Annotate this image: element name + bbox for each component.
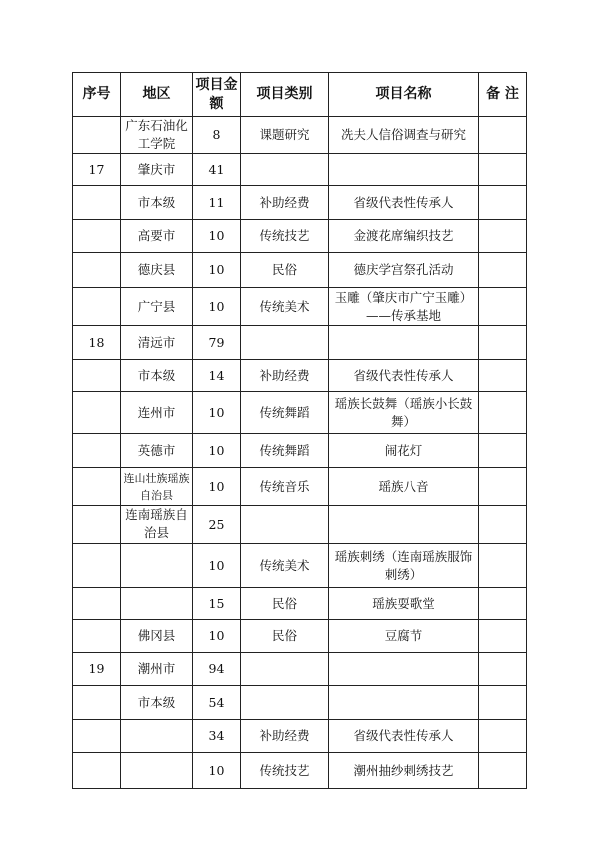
table-row-city — [73, 154, 527, 186]
table-row — [73, 686, 527, 720]
table-row-city — [73, 326, 527, 360]
cell-category: 传统美术 — [241, 544, 329, 588]
cell-name: 闹花灯 — [329, 434, 479, 468]
cell-remark — [479, 253, 527, 288]
cell-region: 连南瑶族自治县 — [121, 506, 193, 544]
cell-category: 民俗 — [241, 253, 329, 288]
cell-category: 补助经费 — [241, 186, 329, 220]
cell-remark — [479, 544, 527, 588]
cell-name — [329, 686, 479, 720]
cell-category — [241, 506, 329, 544]
cell-name — [329, 653, 479, 686]
cell-name: 瑶族耍歌堂 — [329, 588, 479, 620]
cell-remark — [479, 506, 527, 544]
cell-category: 传统舞蹈 — [241, 392, 329, 434]
cell-remark — [479, 653, 527, 686]
cell-remark — [479, 686, 527, 720]
header-no: 序号 — [73, 73, 121, 117]
cell-no — [73, 288, 121, 326]
cell-region: 连州市 — [121, 392, 193, 434]
cell-category: 民俗 — [241, 588, 329, 620]
cell-amount: 94 — [193, 653, 241, 686]
table-row-city — [73, 653, 527, 686]
cell-no — [73, 544, 121, 588]
cell-amount: 10 — [193, 253, 241, 288]
cell-name: 玉雕（肇庆市广宁玉雕）——传承基地 — [329, 288, 479, 326]
cell-name: 瑶族长鼓舞（瑶族小长鼓舞） — [329, 392, 479, 434]
cell-region: 广东石油化工学院 — [121, 117, 193, 154]
header-row — [73, 73, 527, 117]
cell-remark — [479, 588, 527, 620]
cell-no — [73, 753, 121, 789]
table-row — [73, 720, 527, 753]
header-remark: 备 注 — [479, 73, 527, 117]
cell-no — [73, 720, 121, 753]
header-amount: 项目金额 — [193, 73, 241, 117]
cell-no — [73, 468, 121, 506]
cell-category: 补助经费 — [241, 720, 329, 753]
cell-amount: 10 — [193, 220, 241, 253]
cell-region: 肇庆市 — [121, 154, 193, 186]
cell-region: 市本级 — [121, 686, 193, 720]
cell-name: 金渡花席编织技艺 — [329, 220, 479, 253]
cell-no: 18 — [73, 326, 121, 360]
cell-category: 传统舞蹈 — [241, 434, 329, 468]
cell-name: 瑶族刺绣（连南瑶族服饰刺绣） — [329, 544, 479, 588]
cell-name — [329, 326, 479, 360]
cell-region: 清远市 — [121, 326, 193, 360]
cell-remark — [479, 753, 527, 789]
cell-amount: 10 — [193, 468, 241, 506]
cell-amount: 10 — [193, 620, 241, 653]
cell-amount: 10 — [193, 392, 241, 434]
cell-category — [241, 326, 329, 360]
cell-amount: 10 — [193, 288, 241, 326]
table-row — [73, 392, 527, 434]
funding-table — [72, 72, 527, 789]
cell-amount: 54 — [193, 686, 241, 720]
cell-amount: 10 — [193, 544, 241, 588]
cell-no: 17 — [73, 154, 121, 186]
cell-remark — [479, 117, 527, 154]
cell-region: 英德市 — [121, 434, 193, 468]
cell-category: 传统美术 — [241, 288, 329, 326]
cell-no — [73, 117, 121, 154]
cell-region: 潮州市 — [121, 653, 193, 686]
cell-amount: 15 — [193, 588, 241, 620]
cell-category: 民俗 — [241, 620, 329, 653]
cell-remark — [479, 392, 527, 434]
table-row — [73, 360, 527, 392]
cell-no — [73, 392, 121, 434]
cell-remark — [479, 154, 527, 186]
cell-region — [121, 720, 193, 753]
cell-name: 冼夫人信俗调查与研究 — [329, 117, 479, 154]
cell-region — [121, 544, 193, 588]
cell-no — [73, 186, 121, 220]
table-row — [73, 117, 527, 154]
cell-category — [241, 154, 329, 186]
cell-name: 省级代表性传承人 — [329, 186, 479, 220]
cell-no: 19 — [73, 653, 121, 686]
cell-name: 瑶族八音 — [329, 468, 479, 506]
cell-region: 市本级 — [121, 360, 193, 392]
cell-amount: 25 — [193, 506, 241, 544]
table-row — [73, 186, 527, 220]
cell-category: 传统技艺 — [241, 753, 329, 789]
cell-no — [73, 220, 121, 253]
cell-no — [73, 506, 121, 544]
cell-no — [73, 620, 121, 653]
cell-name: 豆腐节 — [329, 620, 479, 653]
cell-name: 潮州抽纱刺绣技艺 — [329, 753, 479, 789]
table-row — [73, 506, 527, 544]
table-row — [73, 220, 527, 253]
cell-category: 课题研究 — [241, 117, 329, 154]
cell-no — [73, 588, 121, 620]
cell-region: 广宁县 — [121, 288, 193, 326]
cell-region: 市本级 — [121, 186, 193, 220]
cell-category — [241, 653, 329, 686]
table-row — [73, 544, 527, 588]
header-name: 项目名称 — [329, 73, 479, 117]
cell-name: 省级代表性传承人 — [329, 720, 479, 753]
cell-amount: 79 — [193, 326, 241, 360]
header-region: 地区 — [121, 73, 193, 117]
cell-category — [241, 686, 329, 720]
cell-region: 佛冈县 — [121, 620, 193, 653]
cell-amount: 14 — [193, 360, 241, 392]
cell-amount: 11 — [193, 186, 241, 220]
cell-name: 省级代表性传承人 — [329, 360, 479, 392]
cell-remark — [479, 326, 527, 360]
cell-remark — [479, 360, 527, 392]
cell-name — [329, 154, 479, 186]
table-row — [73, 588, 527, 620]
cell-name: 德庆学宫祭孔活动 — [329, 253, 479, 288]
cell-remark — [479, 468, 527, 506]
cell-amount: 34 — [193, 720, 241, 753]
table-row — [73, 288, 527, 326]
cell-name — [329, 506, 479, 544]
cell-no — [73, 686, 121, 720]
cell-region — [121, 588, 193, 620]
cell-remark — [479, 720, 527, 753]
cell-remark — [479, 434, 527, 468]
cell-region: 连山壮族瑶族自治县 — [121, 468, 193, 506]
cell-category: 传统技艺 — [241, 220, 329, 253]
table-row — [73, 468, 527, 506]
cell-remark — [479, 220, 527, 253]
header-category: 项目类别 — [241, 73, 329, 117]
cell-region: 德庆县 — [121, 253, 193, 288]
cell-no — [73, 434, 121, 468]
table-row — [73, 253, 527, 288]
cell-amount: 10 — [193, 434, 241, 468]
cell-amount: 41 — [193, 154, 241, 186]
cell-region — [121, 753, 193, 789]
cell-category: 补助经费 — [241, 360, 329, 392]
cell-remark — [479, 288, 527, 326]
cell-no — [73, 253, 121, 288]
cell-remark — [479, 620, 527, 653]
table-row — [73, 434, 527, 468]
cell-category: 传统音乐 — [241, 468, 329, 506]
cell-remark — [479, 186, 527, 220]
cell-region: 高要市 — [121, 220, 193, 253]
cell-amount: 10 — [193, 753, 241, 789]
cell-no — [73, 360, 121, 392]
cell-amount: 8 — [193, 117, 241, 154]
table-row — [73, 753, 527, 789]
table-row — [73, 620, 527, 653]
